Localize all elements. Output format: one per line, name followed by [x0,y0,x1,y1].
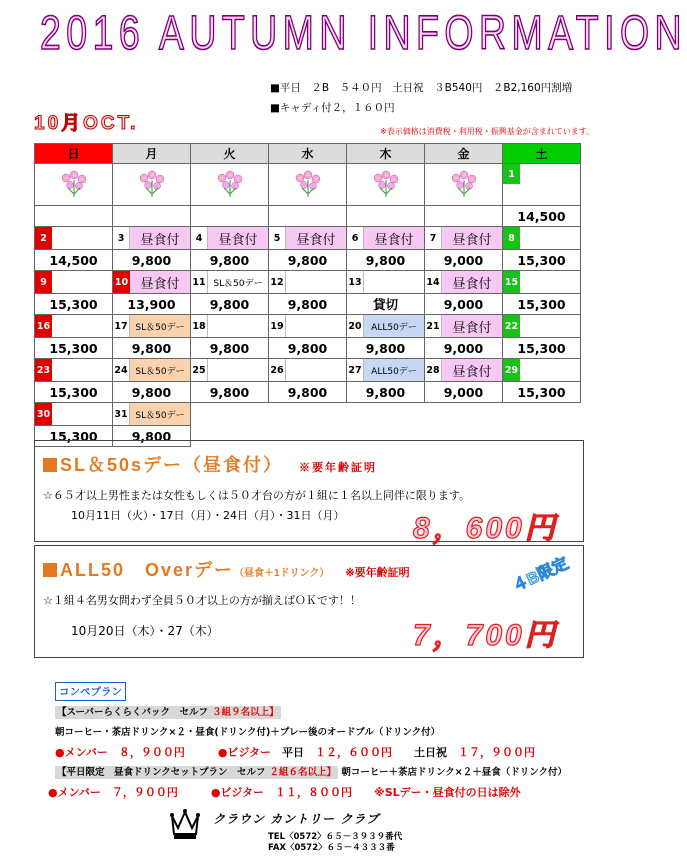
compe-plan-tag: コンペプラン [55,682,126,701]
day-number: 1 [503,164,520,184]
exclude-note: ※SLデー・昼食付の日は除外 [374,786,521,799]
day-plan-label: ALL50デー [364,315,424,337]
price-summary [270,78,572,118]
day-plan-label [286,271,346,293]
day-plan-label: 昼食付 [208,227,268,249]
calendar-date-row [35,271,581,294]
contact-info [268,832,402,854]
day-price: 15,300 [35,338,113,359]
day-price: 15,300 [35,294,113,315]
calendar-price-row [35,338,581,359]
sl-age-proof: ※要年齢証明 [299,462,378,474]
day-number: 9 [35,271,52,293]
day-number: 5 [269,227,286,249]
calendar-day-cell [113,315,191,338]
plan1-detail: 朝コーヒー・茶店ドリンク×２・昼食(ドリンク付)＋プレー後のオードブル（ドリンク付） [55,727,441,738]
day-plan-label [520,271,580,293]
plan2-member-price: ７，９００円 [111,786,178,799]
day-number: 22 [503,315,520,337]
plan2-detail: 朝コーヒー＋茶店ドリンク×２＋昼食（ドリンク付） [341,767,568,778]
weekday-tue: 火 [191,144,269,164]
all50-heading-text: ALL50 Overデー [60,560,235,580]
day-number: 6 [347,227,364,249]
day-plan-label [52,315,112,337]
day-plan-label [208,359,268,381]
day-plan-label: 昼食付 [130,271,190,293]
calendar-price-row [35,250,581,271]
day-plan-label [208,315,268,337]
weekday-mon: 月 [113,144,191,164]
calendar-day-cell [191,271,269,294]
day-plan-label [520,315,580,337]
calendar-day-cell [425,315,503,338]
day-plan-label [52,403,112,425]
day-number: 28 [425,359,442,381]
day-number: 30 [35,403,52,425]
page-title: 2016 AUTUMN INFORMATION [40,7,687,60]
day-price: 9,800 [113,250,191,271]
flower-spacer-cell [269,206,347,227]
calendar-day-cell [347,315,425,338]
square-icon [43,458,57,472]
day-number: 3 [113,227,130,249]
day-price: 貸切 [347,294,425,315]
day-plan-label: 昼食付 [130,227,190,249]
cosmos-flower-icon [444,168,484,198]
day-price: 15,300 [503,294,581,315]
day-number: 11 [191,271,208,293]
day-plan-label [364,271,424,293]
day-number: 8 [503,227,520,249]
day-price: 9,800 [191,250,269,271]
calendar-day-cell [35,315,113,338]
day-number: 12 [269,271,286,293]
calendar-day-cell [191,359,269,382]
calendar-day-cell [425,271,503,294]
day-number: 4 [191,227,208,249]
day-number: 24 [113,359,130,381]
month-label: 10月OCT. [34,113,139,134]
cosmos-flower-icon [288,168,328,198]
calendar-date-row [35,227,581,250]
day-number: 26 [269,359,286,381]
day-price: 9,800 [269,338,347,359]
square-icon [43,563,57,577]
plan1-visitor-holiday-price: １７，９００円 [458,746,535,759]
day-price: 9,800 [347,338,425,359]
cosmos-flower-icon [132,168,172,198]
calendar-day-cell [347,227,425,250]
day-plan-label [52,359,112,381]
day-number: 18 [191,315,208,337]
day-plan-label: 昼食付 [442,359,502,381]
flower-spacer-cell [113,206,191,227]
day-price: 9,800 [191,294,269,315]
member-label-2: ●メンバー [48,786,101,799]
calendar-day-cell [35,403,113,426]
day-plan-label: 昼食付 [442,271,502,293]
day-plan-label [286,359,346,381]
day-price: 9,800 [269,382,347,403]
day-price: 9,800 [269,250,347,271]
flower-spacer-cell [35,206,113,227]
day-number: 31 [113,403,130,425]
day-number: 27 [347,359,364,381]
cosmos-flower-icon [210,168,250,198]
calendar-day-cell [191,315,269,338]
fax-number: FAX〈0572〉６５－４３３３番 [268,843,395,853]
calendar-body [35,164,581,447]
crown-logo [170,806,200,840]
day-price: 9,800 [269,294,347,315]
day-number: 13 [347,271,364,293]
day-number: 14 [425,271,442,293]
day-plan-label [520,227,580,249]
day-price: 15,300 [503,382,581,403]
day-plan-label: SL＆50デー [130,359,190,381]
calendar-date-row [35,359,581,382]
calendar-day-cell [503,359,581,382]
day-number: 17 [113,315,130,337]
calendar-day-cell [269,227,347,250]
calendar-day-cell [35,271,113,294]
day-price: 9,800 [113,426,191,447]
day-price: 9,800 [347,250,425,271]
day-number: 20 [347,315,364,337]
sl-heading-text: SL＆50sデー（昼食付） [60,455,284,475]
calendar-date-row [35,315,581,338]
sl-dates: 10月11日（火）・17日（月）・24日（月）・31日（月） [71,509,345,522]
calendar-day-cell [35,227,113,250]
tax-note: ※表示価格は消費税・利用税・振興基金が含まれています。 [380,127,595,136]
day-price: 9,800 [191,382,269,403]
visitor-label-2: ●ビジター [210,786,264,799]
empty-cell [191,403,269,426]
empty-cell [269,403,347,426]
calendar-day-cell [113,271,191,294]
empty-cell [425,403,503,426]
4b-limited-stamp: ４B限定 [510,555,572,596]
day-price: 9,000 [425,382,503,403]
plan1-visitor-weekday-price: １２，６００円 [315,746,392,759]
plan1-member-price: ８，９００円 [118,746,185,759]
day-price: 14,500 [503,206,581,227]
calendar-day-cell [113,359,191,382]
day-price: 15,300 [35,426,113,447]
day-plan-label: SL＆50デー [208,271,268,293]
all50-condition: ☆１組４名男女問わず全員５０才以上の方が揃えばＯＫです！！ [43,594,361,607]
plan2-visitor-price: １１，８００円 [275,786,352,799]
price-line-1: ■平日 ２B ５４０円 土日祝 ３B540円 ２B2,160円割増 [270,82,573,94]
day-plan-label: SL＆50デー [130,403,190,425]
day-price: 9,800 [113,382,191,403]
holiday-label: 土日祝 [414,746,447,759]
calendar-price-row [35,382,581,403]
calendar-day-cell [503,227,581,250]
day-number: 25 [191,359,208,381]
calendar-day-cell [503,271,581,294]
calendar-day-cell [425,227,503,250]
day-number: 2 [35,227,52,249]
sl-50s-day-box [34,440,584,545]
calendar-date-row [35,164,581,206]
weekday-header [35,144,581,164]
day-number: 21 [425,315,442,337]
day-plan-label [520,359,580,381]
flower-decoration-cell [347,164,425,206]
day-price: 9,800 [113,338,191,359]
calendar-date-row [35,403,581,426]
flower-decoration-cell [191,164,269,206]
calendar-price-row [35,294,581,315]
calendar-day-cell [503,164,581,206]
day-price: 14,500 [35,250,113,271]
plan2-prices [48,784,521,800]
day-number: 7 [425,227,442,249]
calendar-day-cell [113,227,191,250]
plan1-prices [55,744,535,760]
all50-age-proof: ※要年齢証明 [345,567,410,579]
flower-spacer-cell [191,206,269,227]
calendar-table [34,143,581,447]
all50-heading [43,556,410,582]
calendar-day-cell [269,315,347,338]
plan1-condition: ３組９名以上】 [212,707,279,718]
day-number: 10 [113,271,130,293]
weekday-sat: 土 [503,144,581,164]
day-plan-label: 昼食付 [286,227,346,249]
calendar-day-cell [113,403,191,426]
day-price: 9,800 [347,382,425,403]
cosmos-flower-icon [366,168,406,198]
sl-condition: ☆６５才以上男性または女性もしくは５０才台の方が１組に１名以上同伴に限ります。 [43,489,470,502]
day-plan-label: ALL50デー [364,359,424,381]
calendar-day-cell [191,227,269,250]
weekday-label: 平日 [282,746,304,759]
day-price: 9,000 [425,250,503,271]
day-number: 16 [35,315,52,337]
calendar-day-cell [503,315,581,338]
empty-cell [347,403,425,426]
day-plan-label: 昼食付 [442,227,502,249]
day-plan-label [286,315,346,337]
plan2-title-text: 【平日限定 昼食ドリンクセットプラン セルフ [57,767,266,778]
all50-price: 7，700円 [413,619,558,652]
day-price: 15,300 [503,338,581,359]
cosmos-flower-icon [54,168,94,198]
day-plan-label [52,227,112,249]
day-price: 15,300 [35,382,113,403]
calendar-day-cell [347,359,425,382]
flower-decoration-cell [269,164,347,206]
flower-spacer-cell [347,206,425,227]
calendar-day-cell [347,271,425,294]
calendar-day-cell [35,359,113,382]
weekday-sun: 日 [35,144,113,164]
plan1-title-text: 【スーパーらくらくパック セルフ [57,707,209,718]
flower-decoration-cell [113,164,191,206]
calendar-day-cell [269,359,347,382]
club-name: クラウン カントリー クラブ [213,812,380,826]
flower-decoration-cell [35,164,113,206]
calendar-day-cell [269,271,347,294]
day-price: 15,300 [503,250,581,271]
weekday-thu: 木 [347,144,425,164]
flower-spacer-cell [425,206,503,227]
flower-decoration-cell [425,164,503,206]
day-number: 23 [35,359,52,381]
all50-day-box [34,545,584,658]
calendar-price-row [35,206,581,227]
plan1-title [55,704,281,718]
day-plan-label: SL＆50デー [130,315,190,337]
day-plan-label: 昼食付 [364,227,424,249]
weekday-fri: 金 [425,144,503,164]
calendar-day-cell [425,359,503,382]
empty-cell [503,403,581,426]
day-price: 9,800 [191,338,269,359]
price-line-2: ■キャディ付２，１６０円 [270,102,395,114]
all50-dates: 10月20日（木）・27（木） [71,624,219,638]
day-price: 9,000 [425,338,503,359]
tel-number: TEL〈0572〉６５－３９３９番代 [268,832,403,842]
member-label: ●メンバー [55,746,108,759]
day-plan-label [52,271,112,293]
day-number: 29 [503,359,520,381]
day-price: 9,000 [425,294,503,315]
weekday-wed: 水 [269,144,347,164]
day-plan-label: 昼食付 [442,315,502,337]
visitor-label: ●ビジター [217,746,271,759]
sl-price: 8，600円 [413,512,558,545]
plan2-title [55,764,567,778]
sl-heading [43,451,377,477]
day-number: 19 [269,315,286,337]
plan2-condition: ２組６名以上】 [269,767,337,778]
day-number: 15 [503,271,520,293]
all50-heading-sub: （昼食＋1ドリンク） [234,568,330,579]
day-price: 13,900 [113,294,191,315]
